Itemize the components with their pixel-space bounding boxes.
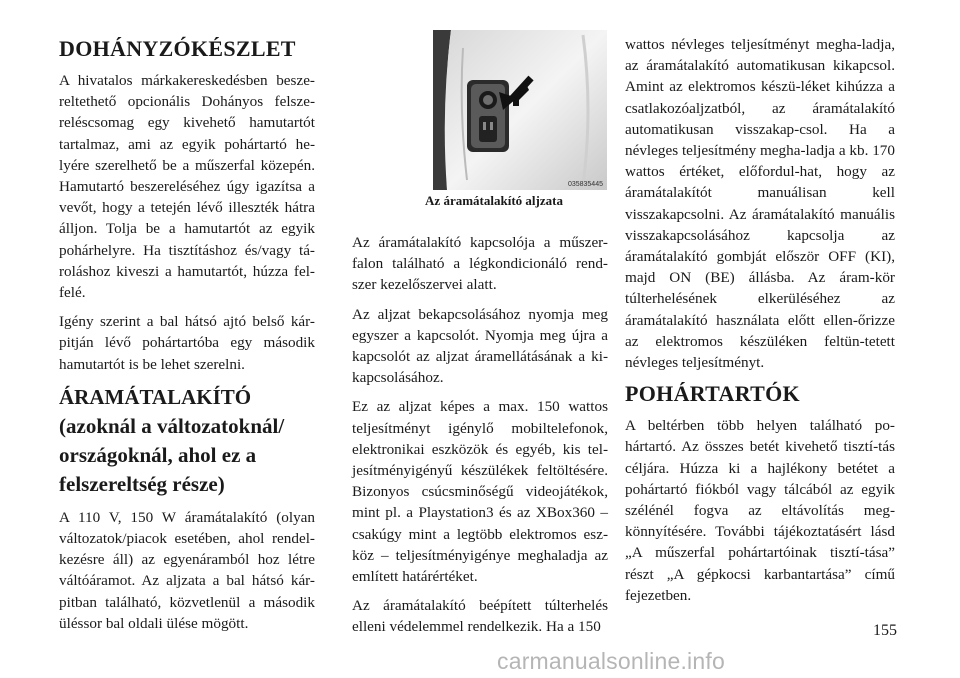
paragraph: Igény szerint a bal hátsó ajtó belső kár-pitján lévő pohártartóba egy második hamutartót is be lehet szerelni. [59, 313, 315, 373]
heading-power-inverter: ÁRAMÁTALAKÍTÓ (azoknál a változatoknál/ országoknál, ahol ez a felszereltség része) [59, 384, 285, 496]
paragraph: A hivatalos márkakereskedésben besze-reltethető opcionális Dohányos felsze-reléscsomag egy kivehető hamutartót tartalmaz, ami az egyik pohártartó he-lyére szerelhető be a műszerfal közepén. Hamutartó beszereléséhez úgy igazítsa a vevőt, hogy a tetején lévő illeszték hátra álljon. Tolja be a hamutartót az egyik pohárhelyre. Ha tisztításhoz és/vagy tá-roláshoz kiveszi a hamutartót, húzza fel-felé. [59, 72, 315, 302]
heading-smoking-kit: DOHÁNYZÓKÉSZLET [59, 36, 296, 61]
watermark: carmanualsonline.info [497, 648, 725, 674]
column-right [625, 34, 895, 614]
figure-caption: Az áramátalakító aljzata [425, 193, 563, 208]
column-left [59, 30, 315, 642]
paragraph: Ez az aljzat képes a max. 150 wattos teljesítményt igénylő mobiltelefonok, elektronikai eszközök és egyéb, kis tel-jesítményigényű készülékek feltöltésére. Bizonyos csúcsminőségű videojátékok, mint pl. a Playstation3 és az XBox360 – csakúgy mint a legtöbb elektromos esz-köz – teljesítményigénye meghaladja az említett határértéket. [352, 398, 608, 586]
column-middle [352, 232, 608, 646]
paragraph: Az áramátalakító kapcsolója a műszer-falon található a légkondicionáló rend-szer kezelőszervei alatt. [352, 234, 608, 294]
figure-code: 035835445 [567, 181, 603, 188]
paragraph: wattos névleges teljesítményt megha-ladja, az áramátalakító automatikusan kikapcsol. Amint az elektromos készü-léket kihúzza a csatlakozóaljzatból, az áramátalakító automatikusan visszakap-csol. Ha a névleges teljesítmény megha-ladja a kb. 170 wattos értéket, előfordul-hat, hogy az áramátalakítót manuálisan kell visszakapcsolni. Az áramátalakító manuális visszakapcsolásához kapcsolja az áramátalakító gombját először OFF (KI), majd ON (BE) állásba. Az áram-kör túlterhelésének elkerüléséhez az áramátalakító használata előtt ellen-őrizze az elektromos készüléken feltün-tetett névleges teljesítményt. [625, 36, 895, 372]
page-number: 155 [873, 622, 897, 639]
inverter-outlet-illustration [433, 30, 607, 190]
paragraph: Az áramátalakító beépített túlterhelés elleni védelemmel rendelkezik. Ha a 150 [352, 597, 608, 636]
heading-cup-holders: POHÁRTARTÓK [625, 381, 800, 407]
paragraph: A 110 V, 150 W áramátalakító (olyan változatok/piacok esetében, ahol rendel-kezésre áll) az egyenáramból hoz létre váltóáramot. Az aljzata a bal hátsó kár-pitban található, közvetlenül a második üléssor bal oldali ülése mögött. [59, 508, 315, 632]
paragraph: A beltérben több helyen található po-hártartó. Az összes betét kivehető tisztí-tás céljára. Húzza ki a hajlékony betétet a pohártartó fiókból vagy tálcából az egyik szélénél fogva az eltávolítás meg-könnyítésére. További tájékoztatásért lásd „A műszerfal pohártartóinak tisztí-tása” részt „A gépkocsi karbantartása” című fejezetben. [625, 417, 895, 604]
inverter-outlet-figure [433, 30, 607, 190]
paragraph: Az aljzat bekapcsolásához nyomja meg egyszer a kapcsolót. Nyomja meg újra a kapcsolót az aljzat áramellátásának a ki-kapcsolásához. [352, 305, 608, 387]
